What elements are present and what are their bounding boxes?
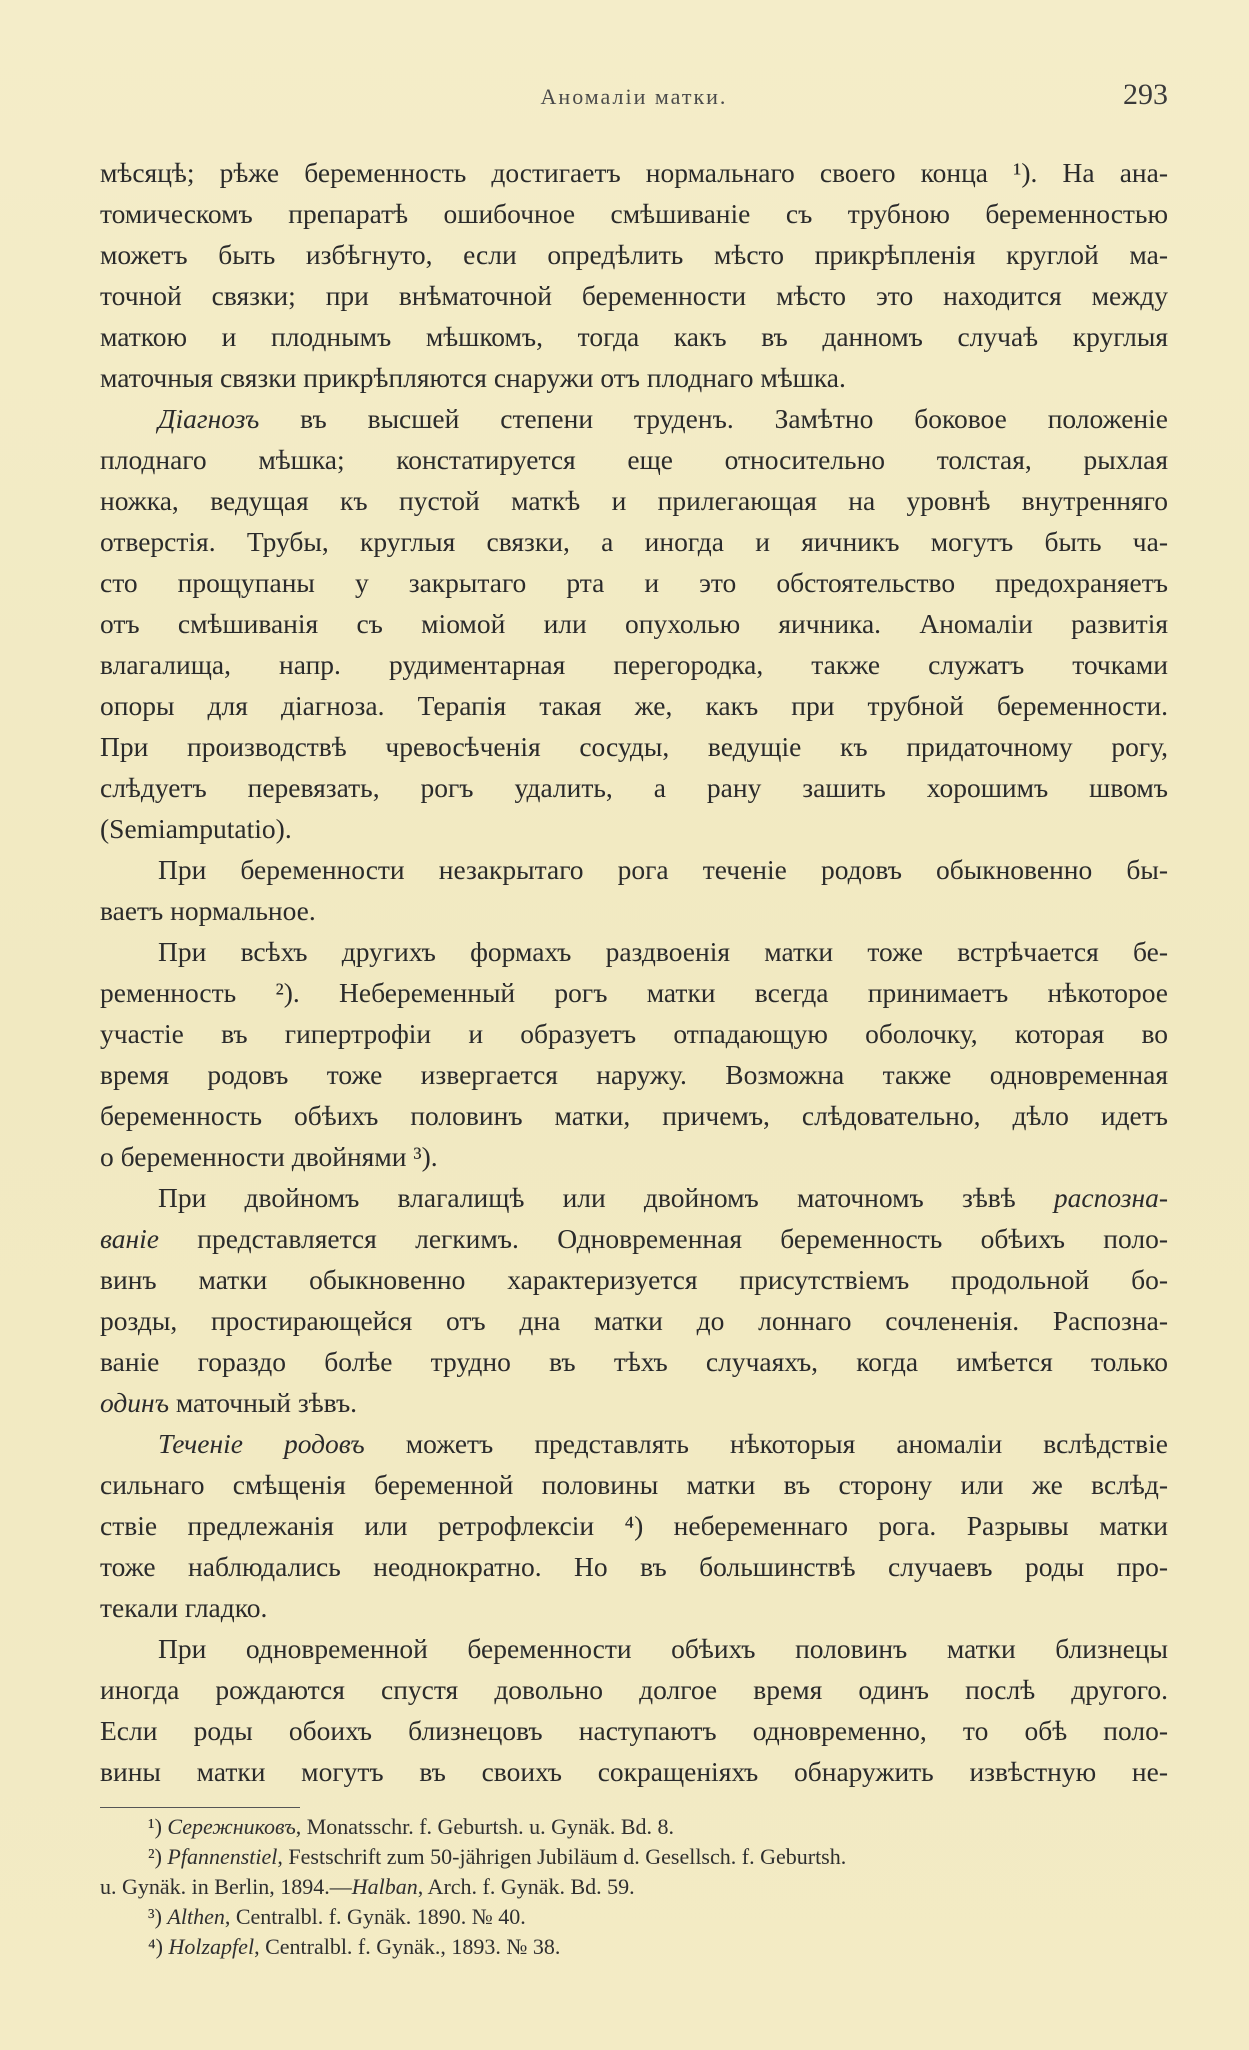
- text-line: ваніе гораздо болѣе трудно въ тѣхъ случаяхъ, когда имѣется только: [100, 1346, 1168, 1377]
- running-title: Аномаліи матки.: [540, 84, 728, 109]
- text-line: (Semiamputatio).: [100, 813, 292, 844]
- text-line: иногда рождаются спустя довольно долгое время одинъ послѣ другого.: [100, 1674, 1168, 1705]
- text-line: отъ смѣшиванія съ міомой или опухолью яичника. Аномаліи развитія: [100, 608, 1168, 639]
- text-line: винъ матки обыкновенно характеризуется присутствіемъ продольной бо-: [100, 1264, 1168, 1295]
- text-line: ваетъ нормальное.: [100, 895, 316, 926]
- text-line: беременность обѣихъ половинъ матки, причемъ, слѣдовательно, дѣло идетъ: [100, 1100, 1168, 1131]
- italic-term: распозна-: [1053, 1182, 1168, 1213]
- page-header: [100, 78, 1168, 118]
- text-line: маткою и плоднымъ мѣшкомъ, тогда какъ въ данномъ случаѣ круглыя: [100, 321, 1168, 352]
- text-line: сильнаго смѣщенія беременной половины матки въ сторону или же вслѣд-: [100, 1469, 1168, 1500]
- text-line: ствіе предлежанія или ретрофлексіи ⁴) небеременнаго рога. Разрывы матки: [100, 1510, 1168, 1541]
- text-line: точной связки; при внѣматочной беременности мѣсто это находится между: [100, 280, 1168, 311]
- footnote-author: Halban: [351, 1874, 418, 1899]
- footnote-mark: ²): [148, 1844, 168, 1869]
- text-line: При двойномъ влагалищѣ или двойномъ маточномъ зѣвѣ распозна-: [158, 1182, 1168, 1213]
- italic-term: Діагнозъ: [158, 403, 260, 434]
- main-text: [100, 152, 1168, 1792]
- text-line: участіе въ гипертрофіи и образуетъ отпадающую оболочку, которая во: [100, 1018, 1168, 1049]
- footnote-mark: ⁴): [148, 1934, 169, 1959]
- text-line: Если роды обоихъ близнецовъ наступаютъ одновременно, то обѣ поло-: [100, 1715, 1168, 1746]
- page-number: 293: [1123, 78, 1168, 111]
- text-line: вины матки могутъ въ своихъ сокращеніяхъ обнаружить извѣстную не-: [100, 1756, 1168, 1787]
- text-line: отверстія. Трубы, круглыя связки, а иногда и яичникъ могутъ быть ча-: [100, 526, 1168, 557]
- italic-term: одинъ: [100, 1387, 169, 1418]
- text-line: При производствѣ чревосѣченія сосуды, ведущіе къ придаточному рогу,: [100, 731, 1168, 762]
- text-line: Діагнозъ въ высшей степени труденъ. Замѣтно боковое положеніе: [158, 403, 1168, 434]
- footnote-author: Сережниковъ: [167, 1814, 296, 1839]
- footnotes: [100, 1812, 1168, 1962]
- text-line: слѣдуетъ перевязать, рогъ удалить, а рану зашить хорошимъ швомъ: [100, 772, 1168, 803]
- italic-term: Теченіе родовъ: [158, 1428, 365, 1459]
- footnote: ¹) Сережниковъ, Monatsschr. f. Geburtsh. u. Gynäk. Bd. 8.: [148, 1814, 674, 1839]
- footnote-author: Holzapfel: [168, 1934, 255, 1959]
- footnote: ⁴) Holzapfel, Centralbl. f. Gynäk., 1893. № 38.: [148, 1934, 561, 1959]
- text-line: розды, простирающейся отъ дна матки до лоннаго сочлененія. Распозна-: [100, 1305, 1168, 1336]
- footnote: ³) Althen, Centralbl. f. Gynäk. 1890. № 40.: [148, 1904, 526, 1929]
- text-line: При одновременной беременности обѣихъ половинъ матки близнецы: [158, 1633, 1168, 1664]
- text-line: влагалища, напр. рудиментарная перегородка, также служатъ точками: [100, 649, 1168, 680]
- text-line: ножка, ведущая къ пустой маткѣ и прилегающая на уровнѣ внутренняго: [100, 485, 1168, 516]
- text-line: При всѣхъ другихъ формахъ раздвоенія матки тоже встрѣчается бе-: [158, 936, 1168, 967]
- text-line: Теченіе родовъ можетъ представлять нѣкоторыя аномаліи вслѣдствіе: [158, 1428, 1169, 1459]
- footnote-author: Althen: [167, 1904, 225, 1929]
- text-line: тоже наблюдались неоднократно. Но въ большинствѣ случаевъ роды про-: [100, 1551, 1168, 1582]
- footnote-separator: [100, 1807, 300, 1808]
- text-line: При беременности незакрытаго рога теченіе родовъ обыкновенно бы-: [158, 854, 1168, 885]
- footnote: u. Gynäk. in Berlin, 1894.—Halban, Arch. f. Gynäk. Bd. 59.: [100, 1874, 635, 1899]
- text-line: текали гладко.: [100, 1592, 268, 1623]
- text-line: одинъ маточный зѣвъ.: [100, 1387, 358, 1418]
- footnote-author: Pfannenstiel: [167, 1844, 278, 1869]
- footnote: ²) Pfannenstiel, Festschrift zum 50-jährigen Jubiläum d. Gesellsch. f. Geburtsh.: [148, 1844, 847, 1869]
- text-line: ременность ²). Небеременный рогъ матки всегда принимаетъ нѣкоторое: [100, 977, 1168, 1008]
- footnote-mark: ¹): [148, 1814, 168, 1839]
- text-line: мѣсяцѣ; рѣже беременность достигаетъ нормальнаго своего конца ¹). На ана-: [100, 157, 1168, 188]
- text-line: опоры для діагноза. Терапія такая же, какъ при трубной беременности.: [100, 690, 1168, 721]
- text-line: ваніе представляется легкимъ. Одновременная беременность обѣихъ поло-: [100, 1223, 1168, 1254]
- text-line: томическомъ препаратѣ ошибочное смѣшиваніе съ трубною беременностью: [100, 198, 1168, 229]
- footnote-mark: ³): [148, 1904, 168, 1929]
- text-line: сто прощупаны у закрытаго рта и это обстоятельство предохраняетъ: [100, 567, 1168, 598]
- italic-term: ваніе: [100, 1223, 159, 1254]
- text-line: маточныя связки прикрѣпляются снаружи отъ плоднаго мѣшка.: [100, 362, 846, 393]
- text-line: плоднаго мѣшка; констатируется еще относительно толстая, рыхлая: [100, 444, 1168, 475]
- text-line: можетъ быть избѣгнуто, если опредѣлить мѣсто прикрѣпленія круглой ма-: [100, 239, 1168, 270]
- text-line: время родовъ тоже извергается наружу. Возможна также одновременная: [100, 1059, 1168, 1090]
- text-line: о беременности двойнями ³).: [100, 1141, 438, 1172]
